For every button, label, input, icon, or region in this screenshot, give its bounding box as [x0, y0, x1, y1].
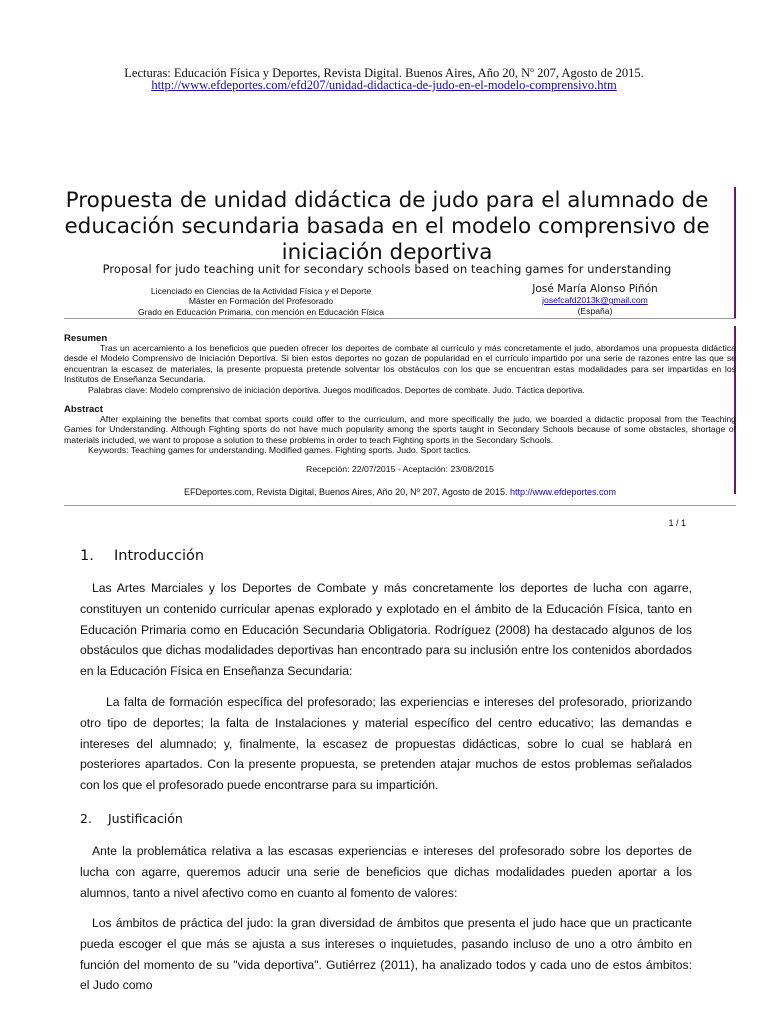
paper-title: [62, 188, 712, 266]
resumen-text: Tras un acercamiento a los beneficios que pueden ofrecer los deportes de combate al currículo y más concretamente el judo, abordamos una propuesta didáctica desde el Modelo Comprensivo de Iniciación Deportiva. Si bien estos deportes no gozan de popularidad en el currículo impartido por una serie de razones entre las que se encuentran la escasez de materiales, la presente propuesta pretende solventar los obstáculos con los que se encuentran estas modalidades para ser impartidas en los Institutos de Enseñanza Secundaria.: [64, 343, 736, 384]
page-number: 1 / 1: [668, 518, 686, 528]
body-paragraph: Los ámbitos de práctica del judo: la gran diversidad de ámbitos que presenta el judo hace que un practicante pueda escoger el que más se ajusta a sus intereses o inquietudes, pasando incluso de uno a otro ámbito en función del momento de su "vida deportiva". Gutiérrez (2011), ha analizado todos y cada uno de estos ámbitos: el Judo como: [80, 916, 692, 993]
abstract-heading: Abstract: [64, 404, 103, 415]
section-heading: [80, 811, 183, 826]
section-title: Introducción: [114, 548, 205, 564]
body-paragraph: Ante la problemática relativa a las escasas experiencias e intereses del profesorado sobre los deportes de lucha con agarre, queremos aducir una serie de beneficios que dichas modalidades pueden aportar a los alumnos, tanto a nivel afectivo como en cuanto al fomento de valores:: [80, 844, 692, 900]
journal-footer-text: EFDeportes.com, Revista Digital, Buenos Aires, Año 20, Nº 207, Agosto de 2015.: [183, 487, 510, 497]
article-url-link[interactable]: http://www.efdeportes.com/efd207/unidad-didactica-de-judo-en-el-modelo-comprensivo.htm: [151, 78, 617, 92]
author-country: (España): [577, 306, 613, 316]
abstract-bottom-divider: [64, 505, 736, 506]
keywords-english: Keywords: Teaching games for understanding. Modified games. Fighting sports. Judo. Sport tactics.: [88, 445, 471, 455]
body-paragraph: Las Artes Marciales y los Deportes de Combate y más concretamente los deportes de lucha con agarre, constituyen un contenido curricular apenas explorado y explotado en el ámbito de la Educación Física, tanto en Educación Primaria como en Educación Secundaria Obligatoria. Rodríguez (2008) ha destacado algunos de los obstáculos que dichas modalidades deportivas han encontrado para su inclusión entre los contenidos abordados en la Educación Física en Enseñanza Secundaria:: [80, 581, 692, 679]
title-line: educación secundaria basada en el modelo comprensivo de: [64, 214, 710, 239]
section-number: 1.: [80, 548, 94, 564]
journal-footer: [64, 487, 736, 497]
title-line: Propuesta de unidad didáctica de judo para el alumnado de: [65, 188, 709, 213]
english-subtitle: Proposal for judo teaching unit for secondary schools based on teaching games for understanding: [102, 262, 672, 276]
abstract-text: After explaining the benefits that combat sports could offer to the curriculum, and more specifically the judo, we boarded a didactic proposal from the Teaching Games for Understanding. Although Fighting sports do not have much popularity among the sports taught in Secondary Schools because of some obstacles, shortage of materials included, we want to propose a solution to these problems in order to teach Fighting sports in the Secondary Schools.: [64, 414, 736, 445]
author-email-link[interactable]: josefcafd2013k@gmail.com: [542, 295, 648, 305]
title-line: iniciación deportiva: [281, 240, 493, 265]
body-quote-paragraph: La falta de formación específica del profesorado; las experiencias e intereses del profesorado, priorizando otro tipo de deportes; la falta de Instalaciones y material específico del centro educativo; las demandas e intereses del alumnado; y, finalmente, la escasez de propuestas didácticas, sobre lo cual se hablará en posteriores apartados. Con la presente propuesta, se pretenden atajar muchos de estos problemas señalados con los que el profesorado puede encontrarse para su impartición.: [80, 695, 692, 793]
section-number: 2.: [80, 811, 92, 826]
article-url-line: [0, 78, 768, 93]
affiliation-line: Grado en Educación Primaria, con mención en Educación Física: [137, 307, 384, 317]
abstract-top-divider: [64, 318, 736, 319]
affiliation-line: Licenciado en Ciencias de la Actividad Física y el Deporte: [150, 286, 372, 296]
section-heading: [80, 548, 204, 564]
affiliation-line: Máster en Formación del Profesorado: [188, 296, 334, 306]
keywords-spanish: Palabras clave: Modelo comprensivo de iniciación deportiva. Juegos modificados. Deportes de combate. Judo. Táctica deportiva.: [88, 385, 585, 395]
section-title: Justificación: [108, 811, 183, 826]
journal-citation: Lecturas: Educación Física y Deportes, Revista Digital. Buenos Aires, Año 20, Nº 207, Agosto de 2015.: [124, 66, 644, 80]
author-name: José María Alonso Piñón: [532, 283, 658, 295]
margin-rule: [734, 187, 736, 318]
journal-home-link[interactable]: http://www.efdeportes.com: [509, 487, 617, 497]
reception-dates: Recepción: 22/07/2015 - Aceptación: 23/08/2015: [306, 464, 494, 474]
resumen-heading: Resumen: [64, 333, 108, 344]
